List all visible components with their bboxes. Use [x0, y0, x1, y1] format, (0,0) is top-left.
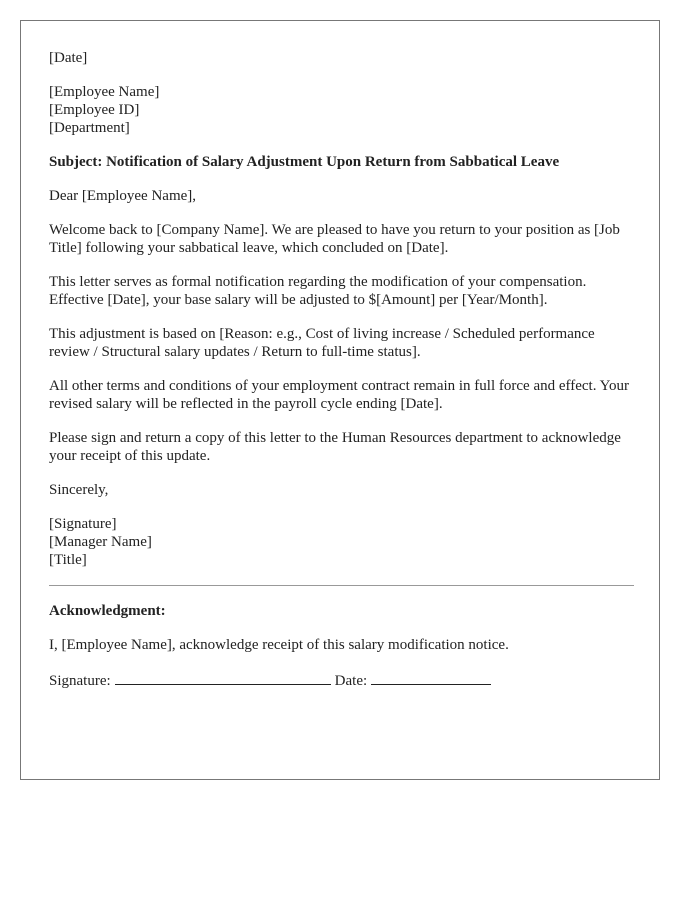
acknowledgment-signature-row — [49, 670, 634, 690]
recipient-department: [Department] — [49, 120, 130, 136]
letter-date: [Date] — [49, 50, 88, 66]
signer-block — [49, 515, 634, 569]
acknowledgment-statement: I, [Employee Name], acknowledge receipt of this salary modification notice. — [49, 637, 509, 653]
recipient-id: [Employee ID] — [49, 102, 140, 118]
signer-signature: [Signature] — [49, 516, 117, 532]
letter-closing: Sincerely, — [49, 482, 109, 498]
letter-page — [20, 20, 660, 780]
letter-subject: Subject: Notification of Salary Adjustment Upon Return from Sabbatical Leave — [49, 154, 560, 170]
signature-blank-line[interactable] — [115, 670, 331, 685]
letter-salutation: Dear [Employee Name], — [49, 188, 197, 204]
body-paragraph-notification: This letter serves as formal notification regarding the modification of your compensation. Effective [Date], your base salary will be adjusted to $[Amount] per [Year/Month]. — [49, 274, 587, 308]
body-paragraph-terms: All other terms and conditions of your employment contract remain in full force and effect. Your revised salary will be reflected in the payroll cycle ending [Date]. — [49, 378, 629, 412]
date-blank-line[interactable] — [371, 670, 491, 685]
acknowledgment-statement-block — [49, 636, 634, 654]
signature-label: Signature: — [49, 673, 111, 689]
recipient-block — [49, 83, 634, 137]
signer-name: [Manager Name] — [49, 534, 152, 550]
date-label: Date: — [334, 673, 368, 689]
signer-title: [Title] — [49, 552, 87, 568]
letter-content — [49, 49, 634, 690]
date-block — [49, 49, 634, 67]
acknowledgment-heading: Acknowledgment: — [49, 603, 166, 619]
body-paragraph-reason: This adjustment is based on [Reason: e.g., Cost of living increase / Scheduled performance review / Structural salary updates / Return to full-time status]. — [49, 326, 595, 360]
closing-block — [49, 481, 634, 499]
acknowledgment-heading-block — [49, 602, 634, 620]
section-divider — [49, 585, 634, 586]
subject-block — [49, 153, 634, 171]
body-paragraph-welcome: Welcome back to [Company Name]. We are pleased to have you return to your position as [Job Title] following your sabbatical leave, which concluded on [Date]. — [49, 222, 620, 256]
salutation-block — [49, 187, 634, 205]
recipient-name: [Employee Name] — [49, 84, 160, 100]
body-paragraph-instructions: Please sign and return a copy of this letter to the Human Resources department to acknowledge your receipt of this update. — [49, 430, 621, 464]
